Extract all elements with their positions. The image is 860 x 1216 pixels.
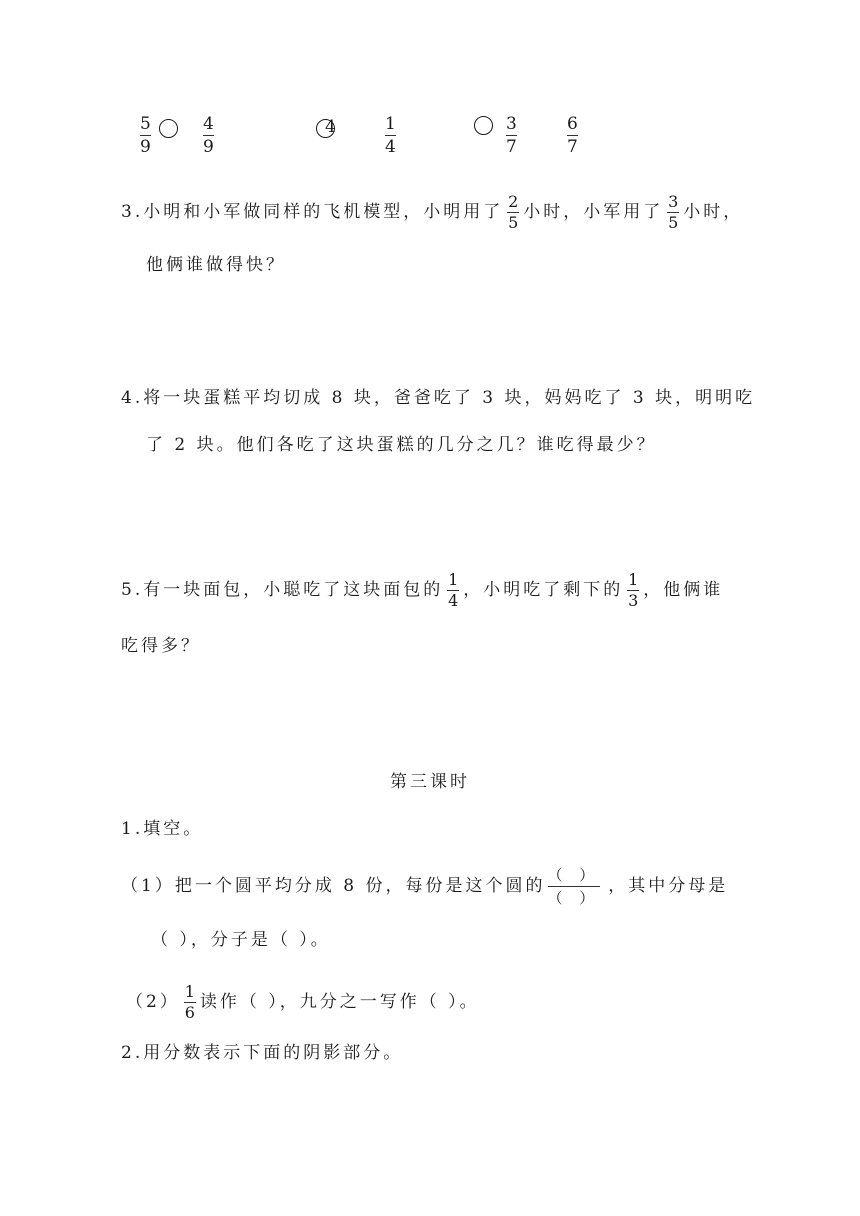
question-5-line-1	[121, 571, 723, 610]
fraction	[447, 571, 459, 610]
fraction	[667, 193, 679, 232]
item-2-prefix: （2）	[126, 992, 180, 1012]
compare-circle[interactable]	[159, 119, 178, 138]
item-2-text: 读作（ ），九分之一写作（ ）。	[199, 992, 480, 1012]
fraction	[385, 114, 396, 157]
question-3-line-1	[121, 193, 743, 232]
numerator: 6	[567, 114, 578, 134]
section-title: 第三课时	[390, 772, 470, 792]
section-1-item-1-line-2: （ ），分子是（ ）。	[151, 930, 331, 950]
denominator: 3	[628, 591, 639, 610]
fraction	[567, 114, 578, 157]
denominator: 4	[448, 591, 459, 610]
denominator: 4	[385, 137, 396, 157]
section-1-heading: 1.填空。	[121, 819, 204, 839]
blank-fraction[interactable]	[547, 866, 600, 907]
fraction	[506, 114, 517, 157]
fraction	[140, 114, 151, 157]
denominator: 6	[184, 1003, 195, 1022]
fraction	[325, 114, 336, 137]
question-5-text: ，小明吃了剩下的	[463, 580, 624, 600]
numerator: 1	[448, 570, 459, 589]
numerator: 2	[508, 192, 519, 211]
question-4-line-2: 了 2 块。他们各吃了这块蛋糕的几分之几？谁吃得最少？	[146, 435, 657, 455]
denominator: 5	[508, 213, 519, 232]
denominator: 4	[325, 117, 336, 137]
question-3-line-2: 他俩谁做得快？	[146, 255, 286, 275]
question-3-text: 小时，小军用了	[523, 202, 664, 222]
numerator: 1	[628, 570, 639, 589]
question-5-text: ，他俩谁	[643, 580, 724, 600]
question-3-text: 3.小明和小军做同样的飞机模型，小明用了	[121, 202, 504, 222]
item-1-text: （1）把一个圆平均分成 8 份，每份是这个圆的	[121, 876, 546, 896]
question-5-line-2: 吃得多？	[121, 636, 201, 656]
numerator: 1	[184, 982, 195, 1001]
blank-denominator[interactable]: （ ）	[547, 889, 601, 907]
numerator: 1	[385, 114, 396, 134]
item-1-text: ，其中分母是	[608, 876, 729, 896]
blank-numerator[interactable]: （ ）	[547, 866, 601, 884]
question-3-text: 小时，	[683, 202, 744, 222]
fraction	[507, 193, 519, 232]
section-2-heading: 2.用分数表示下面的阴影部分。	[121, 1043, 404, 1063]
question-4-line-1: 4.将一块蛋糕平均切成 8 块，爸爸吃了 3 块，妈妈吃了 3 块，明明吃	[121, 388, 756, 408]
denominator: 5	[668, 213, 679, 232]
numerator: 4	[203, 114, 214, 134]
fraction	[184, 983, 196, 1022]
numerator: 3	[506, 114, 517, 134]
denominator: 9	[203, 137, 214, 157]
denominator: 9	[140, 137, 151, 157]
numerator: 3	[668, 192, 679, 211]
question-5-text: 5.有一块面包，小聪吃了这块面包的	[121, 580, 444, 600]
denominator: 7	[567, 137, 578, 157]
compare-circle[interactable]	[474, 116, 493, 135]
denominator: 7	[506, 137, 517, 157]
section-1-item-1-line-1	[121, 866, 728, 907]
section-1-item-2	[126, 983, 480, 1022]
fraction	[627, 571, 639, 610]
numerator: 5	[140, 114, 151, 134]
fraction	[203, 114, 214, 157]
